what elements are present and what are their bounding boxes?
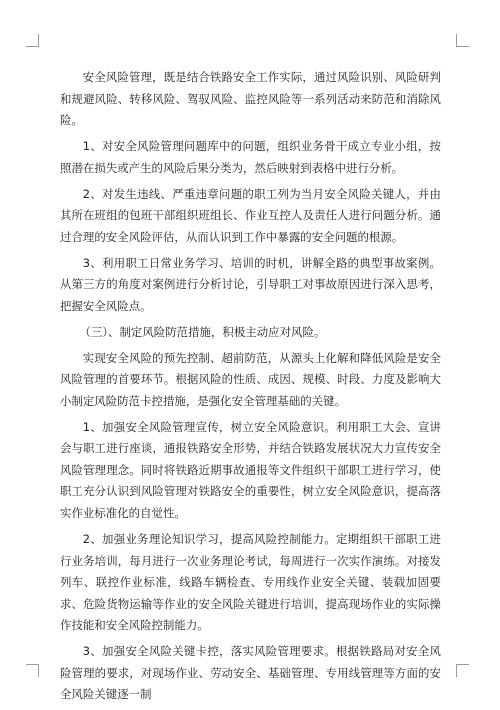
- crop-mark-bottom-left: [26, 664, 39, 677]
- paragraph-measure-3: 3、加强安全风险关键卡控，落实风险管理要求。根据铁路局对安全风险管理的要求，对现场作业、劳动安全、基础管理、专用线管理等方面的安全风险关键逐一制: [60, 644, 441, 702]
- paragraph-section-intro: 实现安全风险的预先控制、超前防范，从源头上化解和降低风险是安全风险管理的首要环节。根据风险的性质、成因、规模、时段、力度及影响大小制定风险防范卡控措施，是强化安全管理基础的关键。: [60, 350, 441, 408]
- paragraph-item-1: 1、对安全风险管理问题库中的问题，组织业务骨干成立专业小组，按照潜在损失或产生的风险后果分类为，然后映射到表格中进行分析。: [60, 139, 441, 175]
- document-body: [60, 67, 441, 710]
- paragraph-intro: 安全风险管理，既是结合铁路安全工作实际，通过风险识别、风险研判和规避风险、转移风险、驾驭风险、监控风险等一系列活动来防范和消除风险。: [60, 70, 441, 128]
- crop-mark-bottom-right: [456, 664, 469, 677]
- paragraph-item-2: 2、对发生违线、严重违章问题的职工列为当月安全风险关键人，并由其所在班组的包班干部组织班组长、作业互控人及责任人进行问题分析。通过合理的安全风险评估，从而认识到工作中暴露的安全问题的根源。: [60, 186, 441, 244]
- paragraph-measure-2: 2、加强业务理论知识学习，提高风险控制能力。定期组织干部职工进行业务培训，每月进行一次业务理论考试，每周进行一次实作演练。对接发列车、联控作业标准，线路车辆检查、专用线作业安全关键、装载加固要求、危险货物运输等作业的安全风险关键进行培训，提高现场作业的实际操作技能和安全风险控制能力。: [60, 531, 441, 633]
- crop-mark-top-left: [26, 34, 39, 47]
- section-heading-3: （三）、制定风险防范措施，积极主动应对风险。: [79, 324, 326, 339]
- crop-mark-top-right: [456, 34, 469, 47]
- paragraph-measure-1: 1、加强安全风险管理宣传，树立安全风险意识。利用职工大会、宣讲会与职工进行座谈，通报铁路安全形势，并结合铁路发展状况大力宣传安全风险管理理念。同时将铁路近期事故通报等文件组织干部职工进行学习，使职工充分认识到风险管理对铁路安全的重要性，树立安全风险意识，提高落实作业标准化的自觉性。: [60, 419, 441, 521]
- paragraph-item-3: 3、利用职工日常业务学习、培训的时机，讲解全路的典型事故案例。从第三方的角度对案例进行分析讨论，引导职工对事故原因进行深入思考，把握安全风险点。: [60, 255, 441, 313]
